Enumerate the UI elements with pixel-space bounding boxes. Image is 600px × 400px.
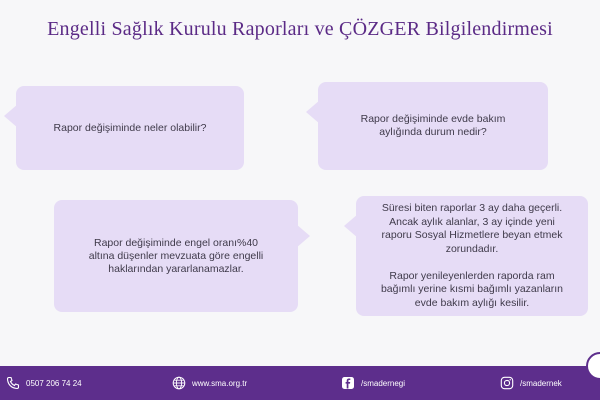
speech-bubble-question-2: [318, 82, 548, 170]
speech-bubble-answer-2: [356, 196, 588, 316]
bubble-text: Süresi biten raporlar 3 ay daha geçerli. Ancak aylık alanlar, 3 ay içinde yeni raporu Sosyal Hizmetlere beyan etmek zorundadır. Rapor yenileyenlerden raporda ram bağımlı yerine kısmi bağımlı yazanların evde bakım aylığı kesilir.: [380, 202, 564, 309]
footer-website[interactable]: [172, 375, 247, 391]
globe-icon: [172, 376, 186, 390]
instagram-icon: [500, 376, 514, 390]
footer-bar: [0, 366, 600, 400]
facebook-icon: [341, 376, 355, 390]
footer-phone[interactable]: [6, 375, 82, 391]
bubble-text: Rapor değişiminde evde bakım aylığında durum nedir?: [360, 113, 506, 138]
bubble-text: Rapor değişiminde neler olabilir?: [53, 121, 207, 134]
speech-bubble-question-1: [16, 86, 244, 170]
facebook-handle: /smadernegi: [361, 378, 406, 388]
website-link: www.sma.org.tr: [192, 378, 248, 388]
page-title: Engelli Sağlık Kurulu Raporları ve ÇÖZGER Bilgilendirmesi: [47, 18, 553, 40]
speech-bubble-answer-1: [54, 200, 298, 312]
instagram-handle: /smadernek: [520, 378, 562, 388]
footer-facebook[interactable]: [341, 375, 405, 391]
phone-number: 0507 206 74 24: [26, 378, 82, 388]
bubble-text: Rapor değişiminde engel oranı%40 altına düşenler mevzuata göre engelli haklarından yararlanamazlar.: [88, 236, 264, 275]
phone-icon: [6, 376, 20, 390]
footer-instagram[interactable]: [500, 375, 562, 391]
